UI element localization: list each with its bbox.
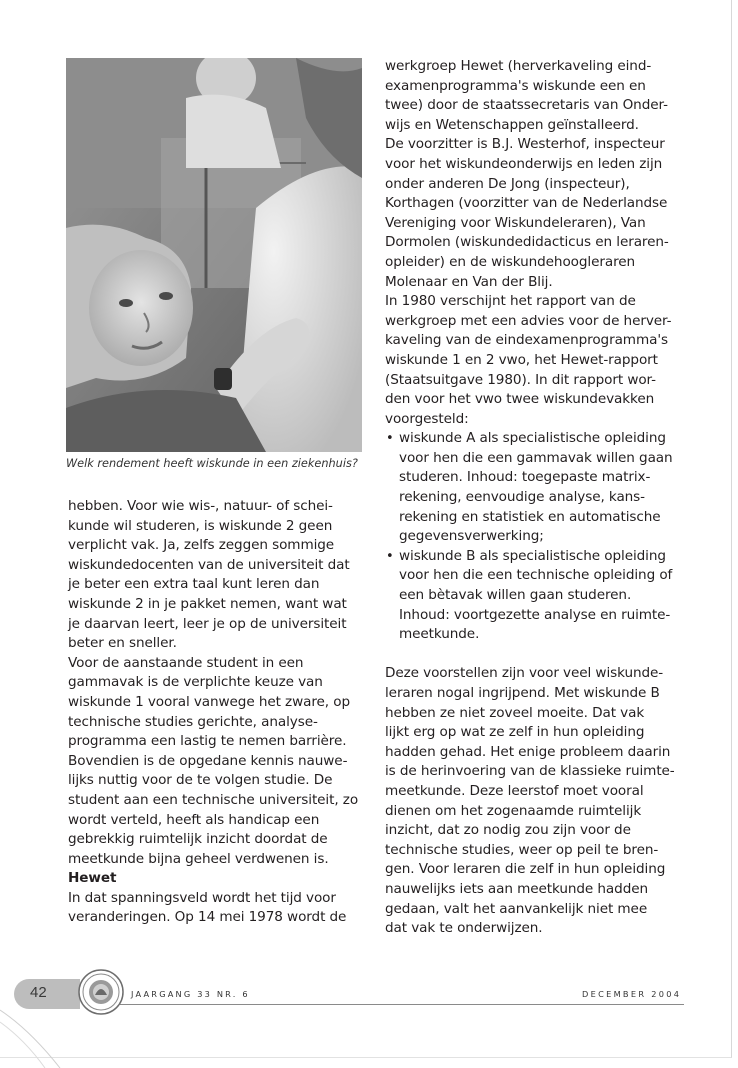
list-item <box>385 547 685 645</box>
text-line: meetkunde bijna geheel verdwenen is. <box>68 850 329 867</box>
text-line: De voorzitter is B.J. Westerhof, inspecteur <box>385 136 665 153</box>
text-line: rekening, eenvoudige analyse, kans- <box>399 489 645 506</box>
text-line: wordt verteld, heeft als handicap een <box>68 811 320 828</box>
text-line: den voor het vwo twee wiskundevakken <box>385 391 655 408</box>
text-line: Dormolen (wiskundedidacticus en leraren- <box>385 234 669 251</box>
society-seal-icon <box>78 969 124 1015</box>
text-line: voor hen die een gammavak willen gaan <box>399 449 673 466</box>
text-line: Vereniging voor Wiskundeleraren), Van <box>385 214 646 231</box>
text-line: meetkunde. <box>399 626 480 643</box>
text-line: programma een lastig te nemen barrière. <box>68 733 347 750</box>
text-line: beter en sneller. <box>68 635 177 652</box>
text-line: hebben ze niet zoveel moeite. Dat vak <box>385 704 645 721</box>
page-number: 42 <box>30 984 47 1001</box>
section-heading: Hewet <box>68 870 117 887</box>
text-line: verplicht vak. Ja, zelfs zeggen sommige <box>68 537 335 554</box>
text-line: technische studies, weer op peil te bren- <box>385 841 659 858</box>
text-line: gegevensverwerking; <box>399 528 544 545</box>
text-line: examenprogramma's wiskunde een en <box>385 77 646 94</box>
text-line: je daarvan leert, leer je op de universiteit <box>68 615 347 632</box>
text-line: voor hen die een technische opleiding of <box>399 567 673 584</box>
text-line: werkgroep met een advies voor de herver- <box>385 312 672 329</box>
text-line: student aan een technische universiteit, zo <box>68 791 359 808</box>
photo-caption: Welk rendement heeft wiskunde in een ziekenhuis? <box>66 457 358 470</box>
text-line: is de herinvoering van de klassieke ruimte- <box>385 763 675 780</box>
list-item <box>385 429 685 547</box>
bullet-icon: • <box>386 431 394 447</box>
text-line: wiskundedocenten van de universiteit dat <box>68 556 350 573</box>
paragraph <box>385 292 685 429</box>
text-line: Korthagen (voorzitter van de Nederlandse <box>385 195 668 212</box>
text-line: onder anderen De Jong (inspecteur), <box>385 175 630 192</box>
bullet-list <box>385 429 685 645</box>
text-line: leraren nogal ingrijpend. Met wiskunde B <box>385 685 660 701</box>
text-line: Voor de aanstaande student in een <box>68 654 304 671</box>
text-line: meetkunde. Deze leerstof moet vooral <box>385 782 644 799</box>
text-line: gedaan, valt het aanvankelijk niet mee <box>385 900 648 917</box>
paragraph <box>385 57 685 135</box>
text-line: werkgroep Hewet (herverkaveling eind- <box>385 58 652 74</box>
text-line: lijks nuttig voor de te volgen studie. De <box>68 772 333 789</box>
text-line: dat vak te onderwijzen. <box>385 920 543 937</box>
left-column <box>68 497 364 928</box>
text-line: Molenaar en Van der Blij. <box>385 273 553 290</box>
text-line: wiskunde 2 in je pakket nemen, want wat <box>68 595 347 612</box>
text-line: opleider) en de wiskundehoogleraren <box>385 253 636 270</box>
text-line: hadden gehad. Het enige probleem daarin <box>385 743 671 760</box>
text-line: inzicht, dat zo nodig zou zijn voor de <box>385 822 631 839</box>
text-line: kunde wil studeren, is wiskunde 2 geen <box>68 517 333 534</box>
issue-date: DECEMBER 2004 <box>582 989 682 999</box>
paragraph <box>385 664 685 938</box>
text-line: In dat spanningsveld wordt het tijd voor <box>68 889 336 906</box>
paragraph <box>68 497 364 654</box>
text-line: Deze voorstellen zijn voor veel wiskunde- <box>385 665 664 682</box>
text-line: lijkt erg op wat ze zelf in hun opleiding <box>385 724 645 741</box>
text-line: wiskunde A als specialistische opleiding <box>399 430 666 447</box>
text-line: Inhoud: voortgezette analyse en ruimte- <box>399 606 671 623</box>
text-line: gen. Voor leraren die zelf in hun opleiding <box>385 861 666 878</box>
paragraph <box>68 889 364 928</box>
text-line: Bovendien is de opgedane kennis nauwe- <box>68 752 348 769</box>
text-line: kaveling van de eindexamenprogramma's <box>385 332 668 349</box>
text-line: een bètavak willen gaan studeren. <box>399 587 632 604</box>
text-line: je beter een extra taal kunt leren dan <box>68 576 320 593</box>
text-line: (Staatsuitgave 1980). In dit rapport wor- <box>385 371 656 388</box>
text-line: wiskunde B als specialistische opleiding <box>399 547 666 564</box>
text-line: wiskunde 1 en 2 vwo, het Hewet-rapport <box>385 351 658 368</box>
text-line: hebben. Voor wie wis-, natuur- of schei- <box>68 498 333 514</box>
journal-issue: JAARGANG 33 NR. 6 <box>131 989 250 999</box>
paragraph <box>385 135 685 292</box>
text-line: nauwelijks iets aan meetkunde hadden <box>385 880 648 897</box>
text-line: voorgesteld: <box>385 410 469 427</box>
text-line: veranderingen. Op 14 mei 1978 wordt de <box>68 909 347 926</box>
text-line: twee) door de staatssecretaris van Onder- <box>385 97 668 114</box>
paragraph-spacer <box>385 645 685 665</box>
text-line: technische studies gerichte, analyse- <box>68 713 318 730</box>
text-line: voor het wiskundeonderwijs en leden zijn <box>385 155 663 172</box>
text-line: In 1980 verschijnt het rapport van de <box>385 293 636 310</box>
text-line: gebrekkig ruimtelijk inzicht doordat de <box>68 831 328 848</box>
corner-decoration <box>0 1000 70 1068</box>
bullet-icon: • <box>386 548 394 564</box>
text-line: gammavak is de verplichte keuze van <box>68 674 323 691</box>
right-column <box>385 57 685 939</box>
classroom-photo <box>66 58 362 452</box>
text-line: dienen om het zogenaamde ruimtelijk <box>385 802 642 819</box>
paragraph <box>68 654 364 870</box>
text-line: wijs en Wetenschappen geïnstalleerd. <box>385 116 639 133</box>
footer-rule <box>120 1004 684 1005</box>
text-line: wiskunde 1 vooral vanwege het zware, op <box>68 693 350 710</box>
text-line: studeren. Inhoud: toegepaste matrix- <box>399 469 651 486</box>
text-line: rekening en statistiek en automatische <box>399 508 661 525</box>
